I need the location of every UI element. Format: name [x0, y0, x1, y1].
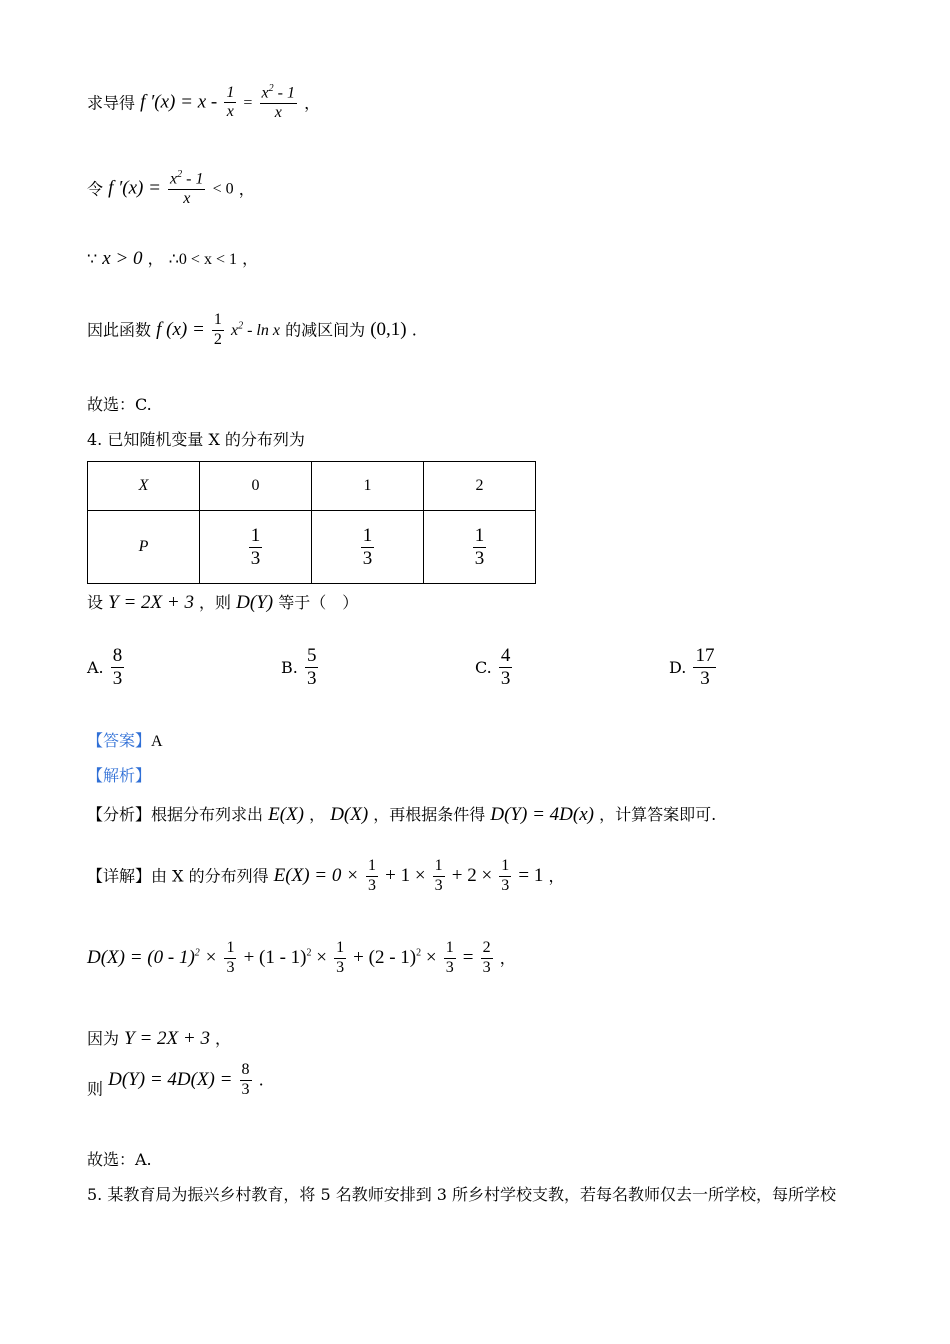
fenxi-prefix: 【分析】根据分布列求出 — [87, 805, 264, 824]
table-row-label-p: P — [88, 511, 200, 584]
prompt-mid: ，则 — [199, 593, 232, 612]
table-header-value: 1 — [312, 462, 424, 511]
fenxi-line: 【分析】根据分布列求出 E(X) ， D(X) ，再根据条件得 D(Y) = 4D(x) ，计算答案即可. — [87, 804, 717, 825]
derivative-formula: f ′(x) = x - — [140, 91, 218, 113]
table-cell-prob: $\frac{1}{3}$ — [312, 511, 424, 584]
choose-a: 故选：A. — [87, 1150, 152, 1169]
detail-prefix: 【详解】由 X 的分布列得 — [87, 866, 269, 886]
hence-line: 因此函数 f (x) = $\frac{1}{2}$ $x^2$ - ln x 的减区间为 (0,1) . — [87, 311, 417, 348]
interval: (0,1) — [370, 318, 407, 340]
hence-suffix: . — [411, 320, 417, 340]
then-line: 则 D(Y) = 4D(X) = $\frac{8}{3}$ . — [87, 1061, 264, 1099]
derivative-suffix: ， — [304, 93, 321, 113]
therefore-text: ∴0 < x < 1 — [168, 251, 237, 268]
option-b[interactable]: B. $\frac{5}{3}$ — [281, 645, 317, 689]
option-d[interactable]: D. $\frac{17}{3}$ — [669, 645, 715, 689]
choose-c: 故选：C. — [87, 395, 152, 414]
table-header-value: 0 — [200, 462, 312, 511]
detail-line: 【详解】由 X 的分布列得 E(X) = 0 × $\frac{1}{3}$ + 1 × $\frac{1}{3}$ + 2 × $\frac{1}{3}$ = 1 ， — [87, 857, 565, 894]
d-of-x: D(X) — [330, 804, 369, 825]
prompt-suffix: 等于（ ） — [278, 593, 359, 612]
let-suffix: ， — [238, 179, 255, 199]
distribution-table — [87, 461, 536, 584]
question4-prompt — [87, 592, 358, 615]
derivative-prefix: 求导得 — [87, 93, 136, 113]
answer-tag: 【答案】 — [87, 731, 152, 750]
x-greater-zero: x > 0 — [102, 248, 143, 269]
table-row — [88, 511, 536, 584]
let-line: 令 f ′(x) = $\frac{x^2 - 1}{x}$ < 0 ， — [87, 169, 255, 208]
dy-equals-4dx: D(Y) = 4D(x) — [490, 804, 594, 825]
analysis-tag: 【解析】 — [87, 766, 152, 785]
frac-x2-minus-1-over-x-2: $\frac{x^2 - 1}{x}$ — [170, 169, 204, 208]
frac-one-over-x: $\frac{1}{x}$ — [226, 83, 235, 121]
answer-line — [87, 731, 163, 751]
table-row — [88, 462, 536, 511]
option-c[interactable]: C. $\frac{4}{3}$ — [475, 645, 511, 689]
answer-value: A — [151, 733, 163, 750]
function-formula: f (x) = — [156, 318, 205, 340]
prompt-prefix: 设 — [87, 593, 104, 612]
let-formula: f ′(x) = — [108, 177, 161, 199]
derivative-line: 求导得 f ′(x) = x - $\frac{1}{x}$ = $\frac{x^2 - 1}{x}$ ， — [87, 83, 321, 122]
table-cell-prob: $\frac{1}{3}$ — [200, 511, 312, 584]
d-of-y: D(Y) — [236, 592, 274, 613]
table-header-value: 2 — [424, 462, 536, 511]
question5-text: 5. 某教育局为振兴乡村教育，将 5 名教师安排到 3 所乡村学校支教，若每名教师仅去一所学校，每所学校 — [87, 1185, 837, 1204]
because-line — [87, 248, 258, 271]
frac-x2-minus-1-over-x: $\frac{x^2 - 1}{x}$ — [261, 83, 295, 122]
e-of-x: E(X) — [268, 804, 304, 825]
because-y-line: 因为 Y = 2X + 3 ， — [87, 1028, 232, 1049]
d-formula-line: D(X) = (0 - 1)$^2$ × $\frac{1}{3}$ + (1 - 1)$^2$ × $\frac{1}{3}$ + (2 - 1)$^2$ × $\frac{1}{3}$ = $\frac{2}{3}$ ， — [87, 939, 516, 976]
hence-prefix: 因此函数 — [87, 320, 152, 340]
table-header-x: X — [88, 462, 200, 511]
e-of-x-formula: E(X) = 0 × — [273, 864, 359, 886]
therefore-suffix: ， — [242, 249, 259, 268]
hence-middle: 的减区间为 — [285, 320, 366, 340]
because-sep: ， — [147, 249, 164, 268]
let-prefix: 令 — [87, 179, 104, 199]
question4-title: 4. 已知随机变量 X 的分布列为 — [87, 430, 305, 449]
option-a[interactable]: A. $\frac{8}{3}$ — [87, 645, 123, 689]
frac-one-half: $\frac{1}{2}$ — [213, 311, 222, 348]
y-equals-2x-plus-3: Y = 2X + 3 — [108, 592, 194, 613]
table-cell-prob: $\frac{1}{3}$ — [424, 511, 536, 584]
because-symbol: ∵ — [87, 249, 98, 268]
